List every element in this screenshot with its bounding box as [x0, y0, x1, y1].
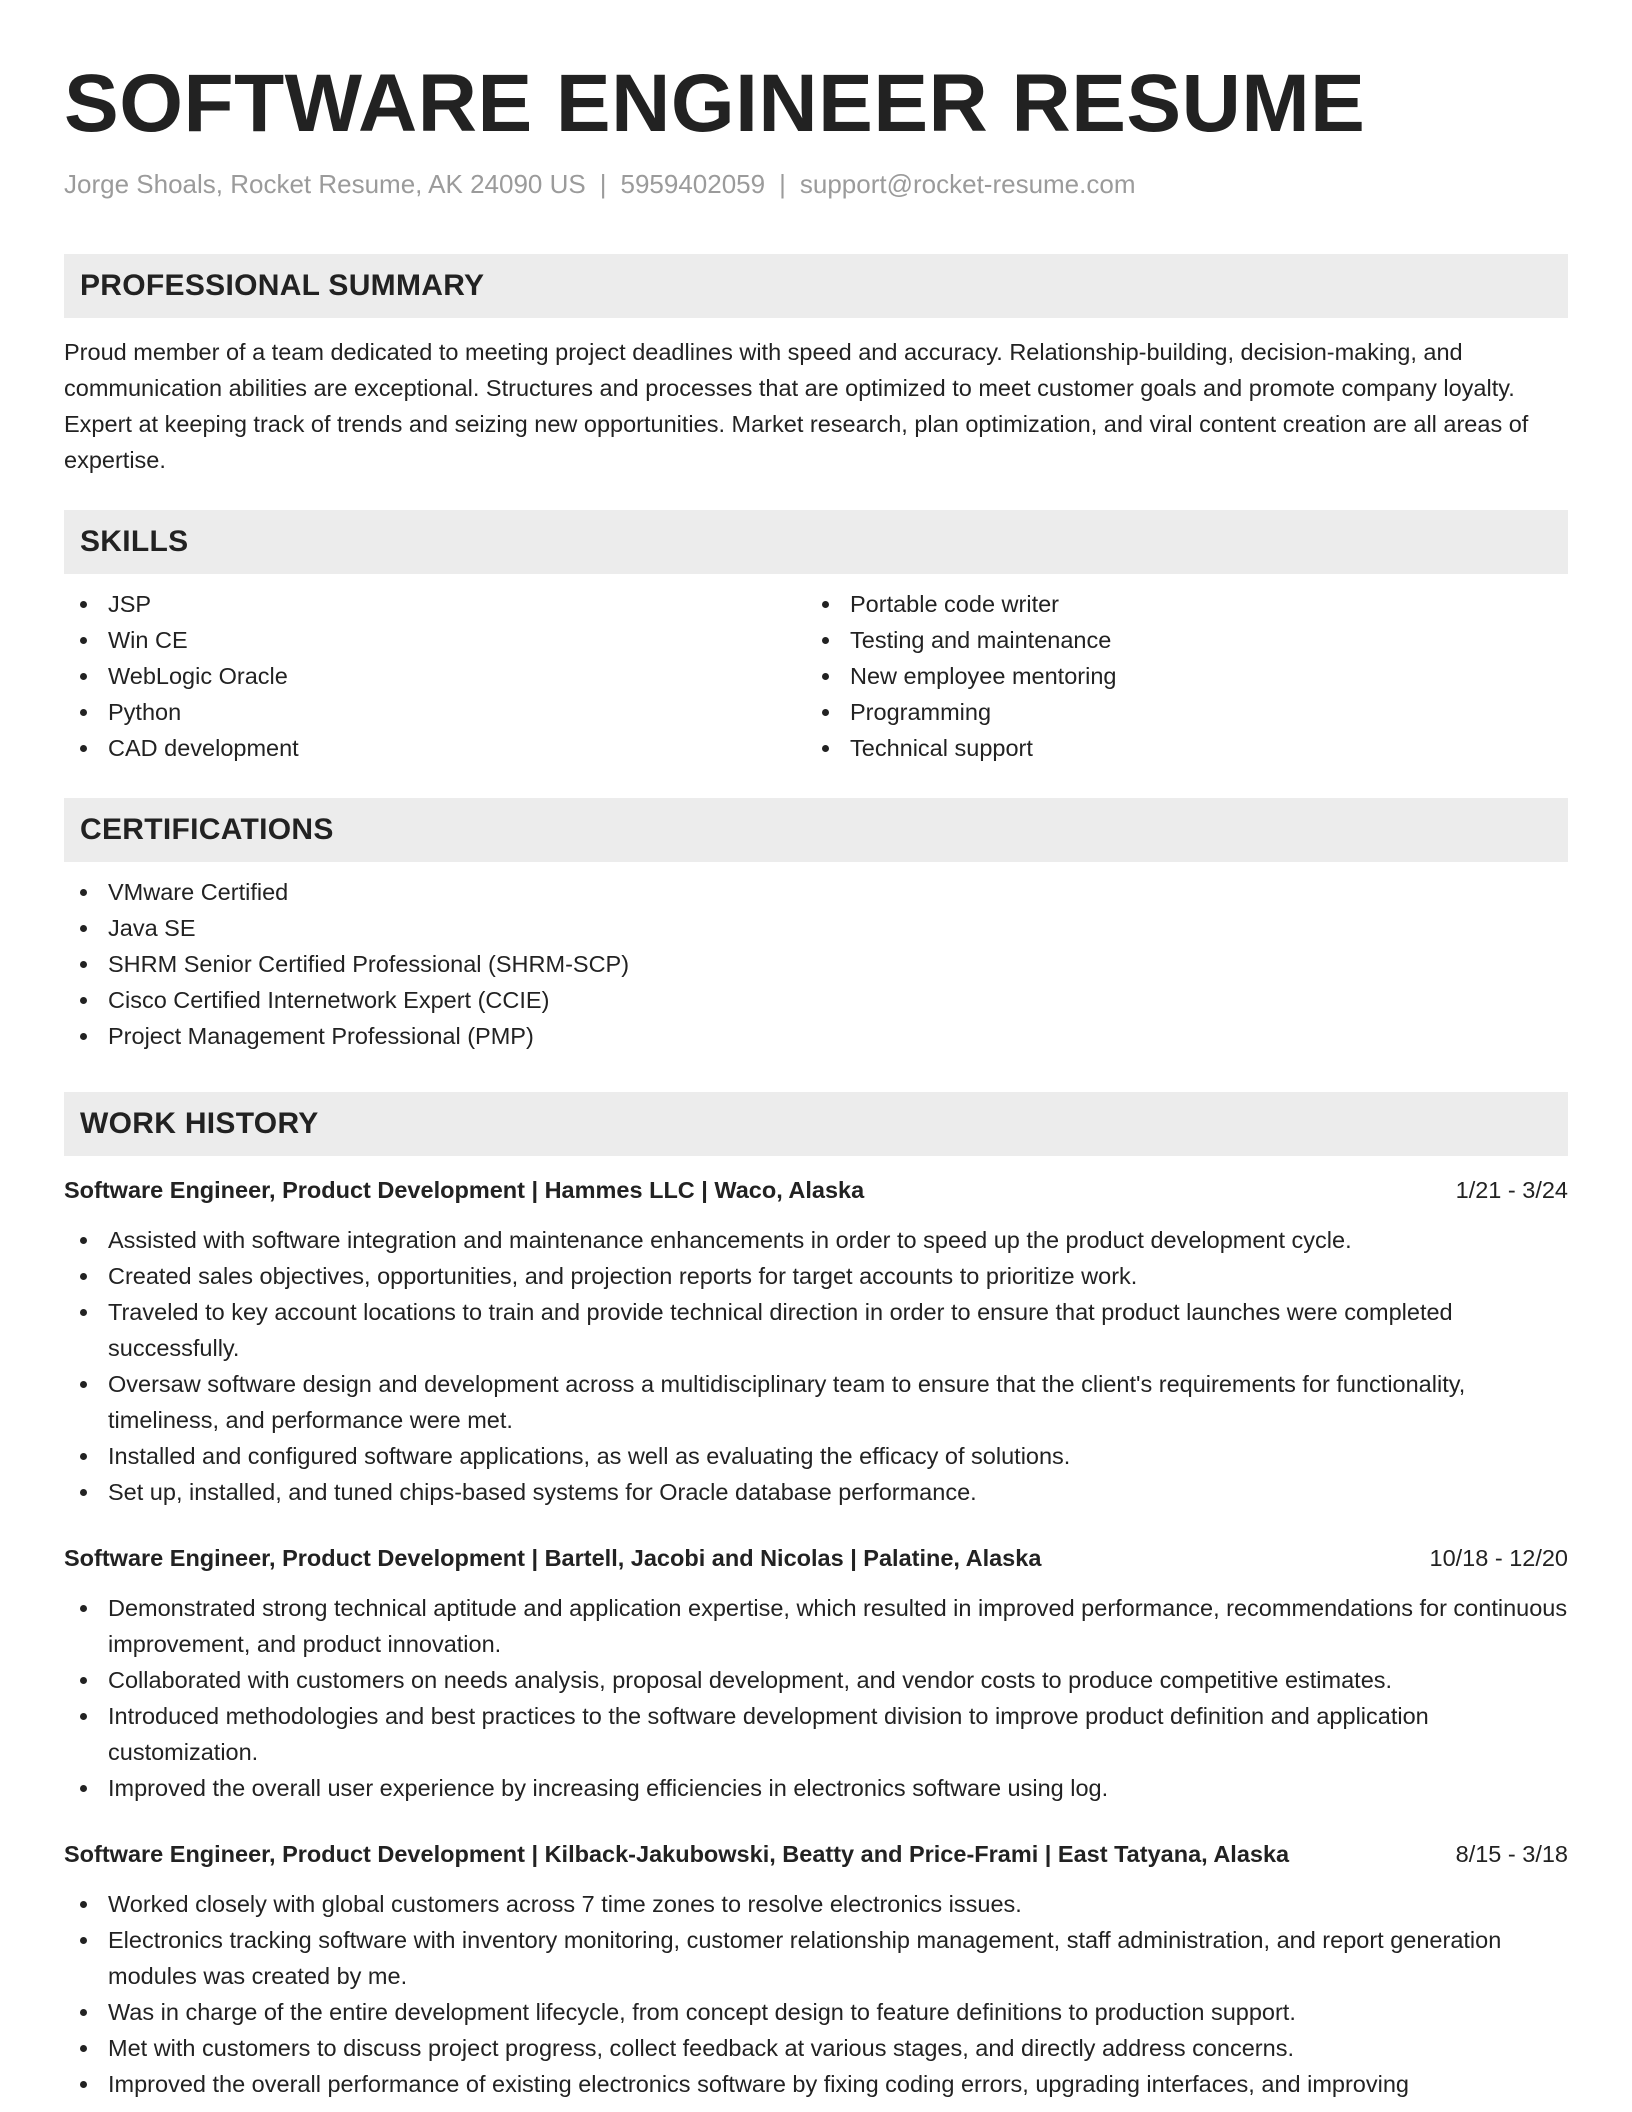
- skill-item: Portable code writer: [806, 586, 1548, 622]
- job-bullet: Assisted with software integration and maintenance enhancements in order to speed up the product development cycle.: [64, 1222, 1568, 1258]
- contact-line: [64, 166, 1568, 202]
- job-title: Software Engineer, Product Development | Bartell, Jacobi and Nicolas | Palatine, Alaska: [64, 1545, 1042, 1571]
- certification-item: Cisco Certified Internetwork Expert (CCIE): [64, 982, 1568, 1018]
- skills-list-left: [64, 586, 806, 766]
- job-dates: 10/18 - 12/20: [1429, 1545, 1568, 1571]
- skill-item: New employee mentoring: [806, 658, 1548, 694]
- job-entry: [64, 1836, 1568, 2102]
- certification-item: Java SE: [64, 910, 1568, 946]
- job-bullet: Introduced methodologies and best practices to the software development division to improve product definition and application customization.: [64, 1698, 1568, 1770]
- skill-item: Technical support: [806, 730, 1548, 766]
- skill-item: Python: [64, 694, 806, 730]
- job-header: [64, 1540, 1568, 1576]
- contact-separator: |: [779, 169, 786, 199]
- job-bullets: [64, 1222, 1568, 1510]
- skill-item: CAD development: [64, 730, 806, 766]
- skill-item: WebLogic Oracle: [64, 658, 806, 694]
- job-header: [64, 1836, 1568, 1872]
- certifications-heading: CERTIFICATIONS: [64, 798, 1568, 862]
- skills-heading: SKILLS: [64, 510, 1568, 574]
- skills-grid: [64, 586, 1568, 766]
- job-title: Software Engineer, Product Development | Kilback-Jakubowski, Beatty and Price-Frami | East Tatyana, Alaska: [64, 1841, 1290, 1867]
- job-bullet: Created sales objectives, opportunities, and projection reports for target accounts to prioritize work.: [64, 1258, 1568, 1294]
- job-bullet: Improved the overall performance of existing electronics software by fixing coding errors, upgrading interfaces, and improving: [64, 2066, 1568, 2102]
- contact-phone: 5959402059: [620, 169, 766, 199]
- job-bullets: [64, 1886, 1568, 2102]
- resume-content: [64, 56, 1568, 2102]
- resume-title: SOFTWARE ENGINEER RESUME: [64, 58, 1366, 149]
- job-bullet: Improved the overall user experience by increasing efficiencies in electronics software using log.: [64, 1770, 1568, 1806]
- job-bullet: Oversaw software design and development across a multidisciplinary team to ensure that the client's requirements for functionality, timeliness, and performance were met.: [64, 1366, 1568, 1438]
- job-bullet: Demonstrated strong technical aptitude and application expertise, which resulted in improved performance, recommendations for continuous improvement, and product innovation.: [64, 1590, 1568, 1662]
- job-bullet: Set up, installed, and tuned chips-based systems for Oracle database performance.: [64, 1474, 1568, 1510]
- job-bullet: Traveled to key account locations to train and provide technical direction in order to ensure that product launches were completed successfully.: [64, 1294, 1568, 1366]
- skill-item: Programming: [806, 694, 1548, 730]
- summary-text: Proud member of a team dedicated to meeting project deadlines with speed and accuracy. Relationship-building, decision-making, and communication abilities are exceptional. Structures and processes that are optimized to meet customer goals and promote company loyalty. Expert at keeping track of trends and seizing new opportunities. Market research, plan optimization, and viral content creation are all areas of expertise.: [64, 339, 1529, 473]
- job-entry: [64, 1540, 1568, 1806]
- job-bullet: Installed and configured software applications, as well as evaluating the efficacy of solutions.: [64, 1438, 1568, 1474]
- skills-list-right: [806, 586, 1548, 766]
- job-bullets: [64, 1590, 1568, 1806]
- contact-separator: |: [599, 169, 607, 199]
- job-entry: [64, 1172, 1568, 1510]
- job-header: [64, 1172, 1568, 1208]
- certification-item: SHRM Senior Certified Professional (SHRM-SCP): [64, 946, 1568, 982]
- job-bullet: Was in charge of the entire development lifecycle, from concept design to feature definitions to production support.: [64, 1994, 1568, 2030]
- skill-item: Win CE: [64, 622, 806, 658]
- contact-address: Jorge Shoals, Rocket Resume, AK 24090 US: [64, 169, 586, 199]
- job-bullet: Collaborated with customers on needs analysis, proposal development, and vendor costs to produce competitive estimates.: [64, 1662, 1568, 1698]
- certification-item: VMware Certified: [64, 874, 1568, 910]
- job-dates: 1/21 - 3/24: [1455, 1177, 1568, 1203]
- summary-heading: PROFESSIONAL SUMMARY: [64, 254, 1568, 318]
- contact-email: support@rocket-resume.com: [799, 169, 1136, 199]
- certification-item: Project Management Professional (PMP): [64, 1018, 1568, 1054]
- job-dates: 8/15 - 3/18: [1455, 1841, 1568, 1867]
- job-bullet: Met with customers to discuss project progress, collect feedback at various stages, and directly address concerns.: [64, 2030, 1568, 2066]
- job-bullet: Electronics tracking software with inventory monitoring, customer relationship management, staff administration, and report generation modules was created by me.: [64, 1922, 1568, 1994]
- job-title: Software Engineer, Product Development | Hammes LLC | Waco, Alaska: [64, 1177, 865, 1203]
- job-bullet: Worked closely with global customers across 7 time zones to resolve electronics issues.: [64, 1886, 1568, 1922]
- certifications-list: [64, 874, 1568, 1054]
- work-history-heading: WORK HISTORY: [64, 1092, 1568, 1156]
- skill-item: Testing and maintenance: [806, 622, 1548, 658]
- skill-item: JSP: [64, 586, 806, 622]
